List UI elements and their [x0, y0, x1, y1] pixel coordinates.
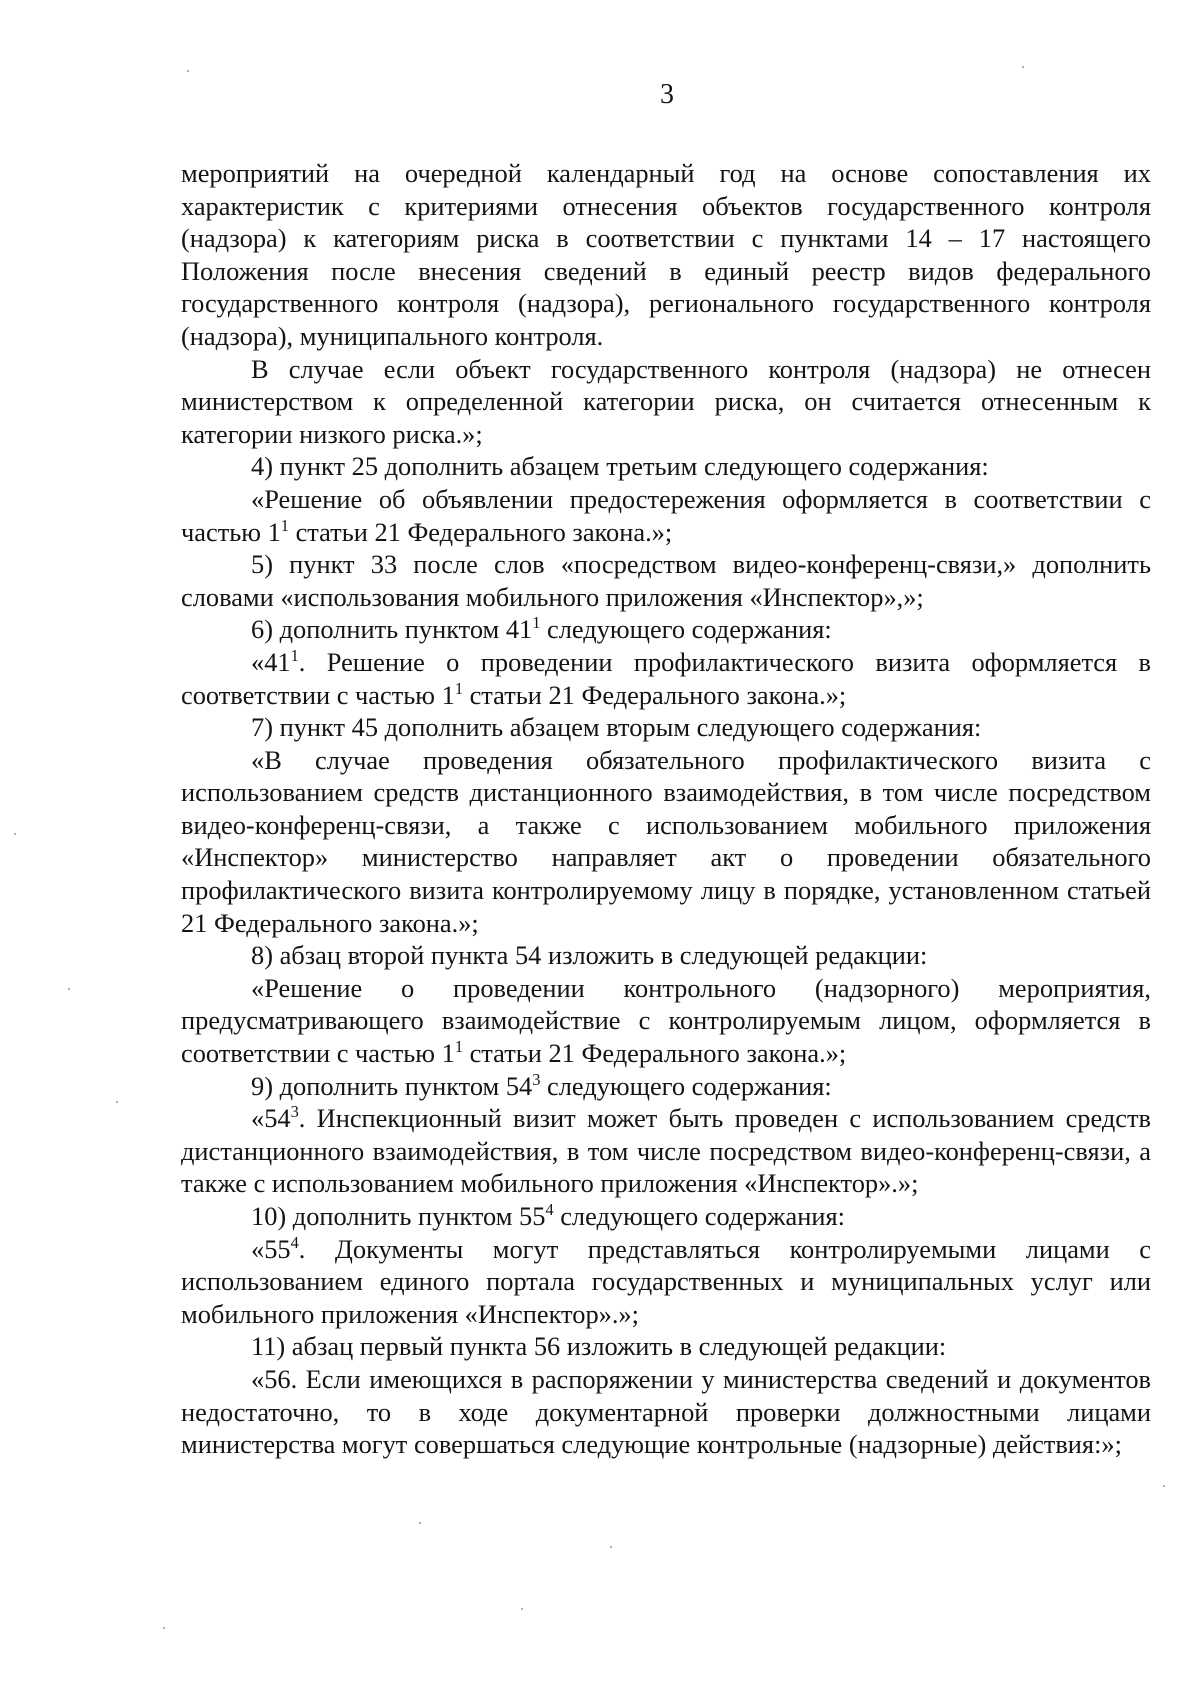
paragraph-item-5: [181, 548, 1151, 613]
document-body: [181, 157, 1151, 1461]
superscript: 3: [290, 1102, 299, 1122]
text-run: следующего содержания:: [540, 614, 832, 645]
text-run: 5) пункт 33 после слов «посредством видео-конференц-связи,» дополнить словами «использования мобильного приложения «Инспектор»,»;: [181, 549, 1151, 612]
scan-speck: [610, 1546, 612, 1548]
paragraph-item-11-quote: [181, 1363, 1151, 1461]
superscript: 1: [280, 515, 289, 535]
paragraph-item-9-quote: [181, 1102, 1151, 1200]
superscript: 4: [545, 1200, 554, 1220]
text-run: «55: [251, 1233, 291, 1264]
superscript: 1: [532, 613, 541, 633]
scan-speck: [163, 1627, 165, 1629]
text-run: «В случае проведения обязательного профилактического визита с использованием средств дистанционного взаимодействия, в том числе посредством видео-конференц-связи, а также с использованием мобильного приложения «Инспектор» министерство направляет акт о проведении обязательного профилактического визита контролируемому лицу в порядке, установленном статьей 21 Федерального закона.»;: [181, 744, 1151, 938]
superscript: 1: [290, 646, 299, 666]
text-run: 4) пункт 25 дополнить абзацем третьим следующего содержания:: [251, 451, 989, 482]
text-run: В случае если объект государственного контроля (надзора) не отнесен министерством к определенной категории риска, он считается отнесенным к категории низкого риска.»;: [181, 353, 1151, 449]
paragraph-item-8: [181, 939, 1151, 972]
text-run: 7) пункт 45 дополнить абзацем вторым следующего содержания:: [251, 712, 982, 743]
text-run: . Инспекционный визит может быть проведен с использованием средств дистанционного взаимодействия, в том числе посредством видео-конференц-связи, а также с использованием мобильного приложения «Инспектор».»;: [181, 1103, 1151, 1199]
scan-speck: [521, 1608, 523, 1610]
paragraph-item-7-quote: [181, 744, 1151, 940]
superscript: 1: [454, 678, 463, 698]
paragraph-item-10: [181, 1200, 1151, 1233]
paragraph-item-11: [181, 1330, 1151, 1363]
superscript: 1: [454, 1037, 463, 1057]
scan-speck: [1163, 1485, 1165, 1487]
text-run: следующего содержания:: [540, 1070, 832, 1101]
paragraph-item-6: [181, 613, 1151, 646]
scan-speck: [419, 1522, 421, 1524]
paragraph-item-4: [181, 450, 1151, 483]
paragraph-item-10-quote: [181, 1233, 1151, 1331]
text-run: «Решение об объявлении предостережения оформляется в соответствии с частью 1: [181, 483, 1151, 547]
text-run: «56. Если имеющихся в распоряжении у министерства сведений и документов недостаточно, то в ходе документарной проверки должностными лицами министерства могут совершаться следующие контрольные (надзорные) действия:»;: [181, 1363, 1151, 1460]
text-run: 11) абзац первый пункта 56 изложить в следующей редакции:: [251, 1331, 947, 1362]
text-run: 6) дополнить пунктом 41: [251, 614, 533, 645]
superscript: 4: [290, 1232, 299, 1252]
scan-speck: [1022, 66, 1024, 68]
paragraph-item-4-quote: [181, 483, 1151, 548]
text-run: мероприятий на очередной календарный год на основе сопоставления их характеристик с критериями отнесения объектов государственного контроля (надзора) к категориям риска в соответствии с пунктами 14 – 17 настоящего Положения после внесения сведений в единый реестр видов федерального государственного контроля (надзора), регионального государственного контроля (надзора), муниципального контроля.: [181, 158, 1151, 351]
scan-speck: [187, 70, 189, 72]
page-number: 3: [660, 79, 674, 110]
text-run: следующего содержания:: [553, 1201, 845, 1231]
paragraph-continued: [181, 157, 1151, 353]
scan-speck: [14, 833, 16, 835]
scan-speck: [68, 988, 70, 990]
text-run: 10) дополнить пунктом 55: [251, 1201, 546, 1231]
paragraph-risk-category: [181, 353, 1151, 451]
text-run: 8) абзац второй пункта 54 изложить в следующей редакции:: [251, 940, 928, 971]
text-run: «41: [251, 646, 291, 677]
text-run: статьи 21 Федерального закона.»;: [463, 1038, 847, 1069]
paragraph-item-8-quote: [181, 972, 1151, 1070]
text-run: . Решение о проведении профилактического визита оформляется в соответствии с частью 1: [181, 646, 1151, 710]
paragraph-item-7: [181, 711, 1151, 744]
paragraph-item-6-quote: [181, 646, 1151, 711]
text-run: «54: [251, 1103, 291, 1134]
scan-speck: [116, 1101, 118, 1103]
text-run: 9) дополнить пунктом 54: [251, 1070, 533, 1101]
text-run: статьи 21 Федерального закона.»;: [463, 679, 847, 710]
superscript: 3: [532, 1069, 541, 1089]
paragraph-item-9: [181, 1070, 1151, 1103]
text-run: статьи 21 Федерального закона.»;: [288, 516, 673, 547]
text-run: «Решение о проведении контрольного (надзорного) мероприятия, предусматривающего взаимодействие с контролируемым лицом, оформляется в соответствии с частью 1: [181, 972, 1151, 1069]
text-run: . Документы могут представляться контролируемыми лицами с использованием единого портала государственных и муниципальных услуг или мобильного приложения «Инспектор».»;: [181, 1233, 1151, 1329]
